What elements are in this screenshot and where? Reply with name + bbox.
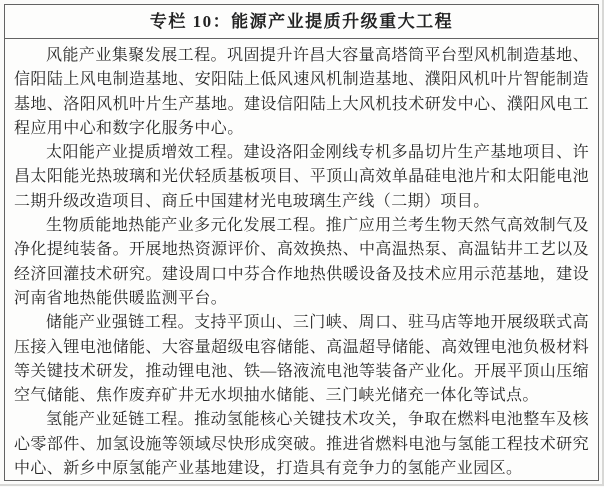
column-panel [4,4,599,481]
panel-title: 专栏 10：能源产业提质升级重大工程 [5,5,598,39]
panel-body [5,39,598,487]
paragraph-energy-storage: 储能产业强链工程。支持平顶山、三门峡、周口、驻马店等地开展级联式高压接入锂电池储能、大容量超级电容储能、高温超导储能、高效锂电池负极材料等关键技术研发，推动锂电池、铁—铬液流电池等装备产业化。开展平顶山压缩空气储能、焦作废弃矿井无水坝抽水储能、三门峡光储充一体化等试点。 [14,314,589,405]
paragraph-hydrogen-energy: 氢能产业延链工程。推动氢能核心关键技术攻关，争取在燃料电池整车及核心零部件、加氢设施等领域尽快形成突破。推进省燃料电池与氢能工程技术研究中心、新乡中原氢能产业基地建设，打造具有竞争力的氢能产业园区。 [14,411,589,478]
paragraph-solar-energy: 太阳能产业提质增效工程。建设洛阳金刚线专机多晶切片生产基地项目、许昌太阳能光热玻璃和光伏轻质基板项目、平顶山高效单晶硅电池片和太阳能电池二期升级改造项目、商丘中国建材光电玻璃生产线（二期）项目。 [14,144,589,210]
paragraph-biomass-geothermal: 生物质能地热能产业多元化发展工程。推广应用兰考生物天然气高效制气及净化提纯装备。开展地热资源评价、高效换热、中高温热泵、高温钻井工艺以及经济回灌技术研究。建设周口中芬合作地热供暖设备及技术应用示范基地，建设河南省地热能供暖监测平台。 [14,217,589,307]
paragraph-wind-energy: 风能产业集聚发展工程。巩固提升许昌大容量高塔筒平台型风机制造基地、信阳陆上风电制造基地、安阳陆上低风速风机制造基地、濮阳风机叶片智能制造基地、洛阳风机叶片生产基地。建设信阳陆上大风机技术研发中心、濮阳风电工程应用中心和数字化服务中心。 [14,47,589,137]
